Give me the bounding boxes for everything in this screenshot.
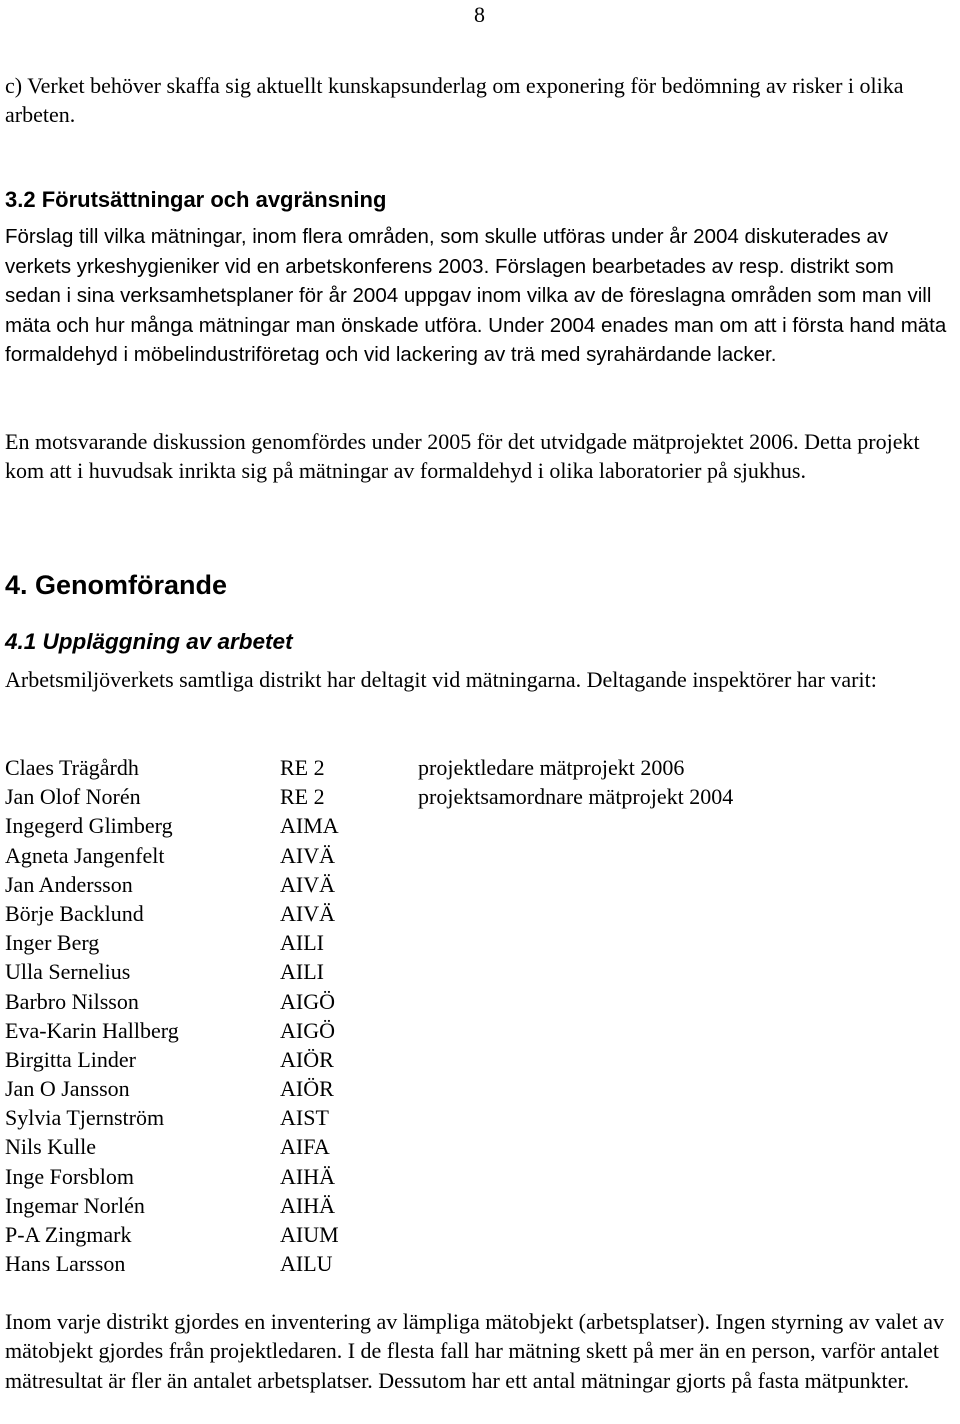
page-number: 8	[474, 2, 485, 27]
participant-row	[5, 1220, 955, 1249]
participant-row	[5, 1162, 955, 1191]
participant-name: Jan O Jansson	[5, 1076, 130, 1102]
participant-row	[5, 928, 955, 957]
participant-district-code: AIVÄ	[280, 900, 335, 926]
participant-row	[5, 1132, 955, 1161]
participant-name: Ulla Sernelius	[5, 959, 131, 985]
participant-district-code: AIMA	[280, 813, 339, 839]
participant-row	[5, 1249, 955, 1278]
participant-name: Agneta Jangenfelt	[5, 842, 165, 868]
participant-district-code: AIVÄ	[280, 842, 335, 868]
participant-name: Inge Forsblom	[5, 1163, 134, 1189]
section-3-2-paragraph-1: Förslag till vilka mätningar, inom flera områden, som skulle utföras under år 2004 diskuterades av verkets yrkeshygieniker vid en arbetskonferens 2003. Förslagen bearbetades av resp. distrikt som sedan i sina verksamhetsplaner för år 2004 uppgav inom vilka av de föreslagna områden som man vill mäta och hur många mätningar man önskade utföra. Under 2004 enades man om att i första hand mäta formaldehyd i möbelindustriföretag och vid lackering av trä med syrahärdande lacker.	[5, 225, 947, 366]
participant-district-code: AIST	[280, 1105, 329, 1131]
section-4-heading: 4. Genomförande	[5, 570, 228, 600]
participant-name: Claes Trägårdh	[5, 755, 139, 780]
section-4-1-heading: 4.1 Uppläggning av arbetet	[5, 629, 293, 654]
participant-district-code: AILI	[280, 959, 324, 985]
participant-row	[5, 870, 955, 899]
participant-district-code: AIÖR	[280, 1046, 334, 1072]
participant-name: Ingemar Norlén	[5, 1192, 145, 1218]
participant-row	[5, 811, 955, 840]
participant-name: Hans Larsson	[5, 1251, 126, 1277]
closing-paragraph: Inom varje distrikt gjordes en inventering av lämpliga mätobjekt (arbetsplatser). Ingen styrning av valet av mätobjekt gjordes från projektledaren. I de flesta fall har mätning skett på mer än en person, varför antalet mätresultat är fler än antalet arbetsplatser. Dessutom har ett antal mätningar gjorts på fasta mätpunkter.	[5, 1309, 944, 1393]
participant-row	[5, 753, 955, 782]
section-3-2-heading: 3.2 Förutsättningar och avgränsning	[5, 187, 387, 212]
participant-name: Ingegerd Glimberg	[5, 813, 173, 839]
participant-name: Börje Backlund	[5, 900, 144, 926]
participant-row	[5, 987, 955, 1016]
intro-item-c: c) Verket behöver skaffa sig aktuellt kunskapsunderlag om exponering för bedömning av risker i olika arbeten.	[5, 73, 904, 128]
participant-district-code: RE 2	[280, 784, 325, 810]
participant-row	[5, 1074, 955, 1103]
participant-name: Inger Berg	[5, 930, 100, 956]
participant-row	[5, 899, 955, 928]
participant-district-code: AIVÄ	[280, 871, 335, 897]
participant-row	[5, 1103, 955, 1132]
participant-role: projektledare mätprojekt 2006	[418, 755, 685, 780]
section-4-1-paragraph: Arbetsmiljöverkets samtliga distrikt har deltagit vid mätningarna. Deltagande inspektörer har varit:	[5, 667, 877, 692]
participant-role: projektsamordnare mätprojekt 2004	[418, 784, 734, 810]
participant-district-code: AIUM	[280, 1222, 339, 1247]
participant-district-code: AIGÖ	[280, 1017, 335, 1043]
section-3-2-paragraph-2: En motsvarande diskussion genomfördes under 2005 för det utvidgade mätprojektet 2006. Detta projekt kom att i huvudsak inrikta sig på mätningar av formaldehyd i olika laboratorier på sjukhus.	[5, 429, 920, 484]
participant-name: Birgitta Linder	[5, 1046, 136, 1072]
participant-name: Eva-Karin Hallberg	[5, 1017, 179, 1043]
participant-row	[5, 1016, 955, 1045]
participant-name: Sylvia Tjernström	[5, 1105, 165, 1131]
participant-name: Barbro Nilsson	[5, 988, 139, 1014]
participant-district-code: AIGÖ	[280, 988, 335, 1014]
participant-row	[5, 841, 955, 870]
participant-district-code: AIÖR	[280, 1076, 334, 1102]
participant-district-code: AIHÄ	[280, 1163, 335, 1189]
participant-name: Jan Andersson	[5, 871, 133, 897]
participant-district-code: AIFA	[280, 1134, 330, 1160]
participant-row	[5, 1191, 955, 1220]
participant-district-code: AILU	[280, 1251, 333, 1277]
participant-district-code: AIHÄ	[280, 1192, 335, 1218]
participant-name: Nils Kulle	[5, 1134, 97, 1160]
participant-name: P-A Zingmark	[5, 1222, 132, 1247]
participant-row	[5, 957, 955, 986]
participant-row	[5, 782, 955, 811]
participant-district-code: RE 2	[280, 755, 325, 780]
participant-row	[5, 1045, 955, 1074]
participant-list	[5, 753, 955, 1278]
participant-district-code: AILI	[280, 930, 324, 956]
participant-name: Jan Olof Norén	[5, 784, 141, 810]
